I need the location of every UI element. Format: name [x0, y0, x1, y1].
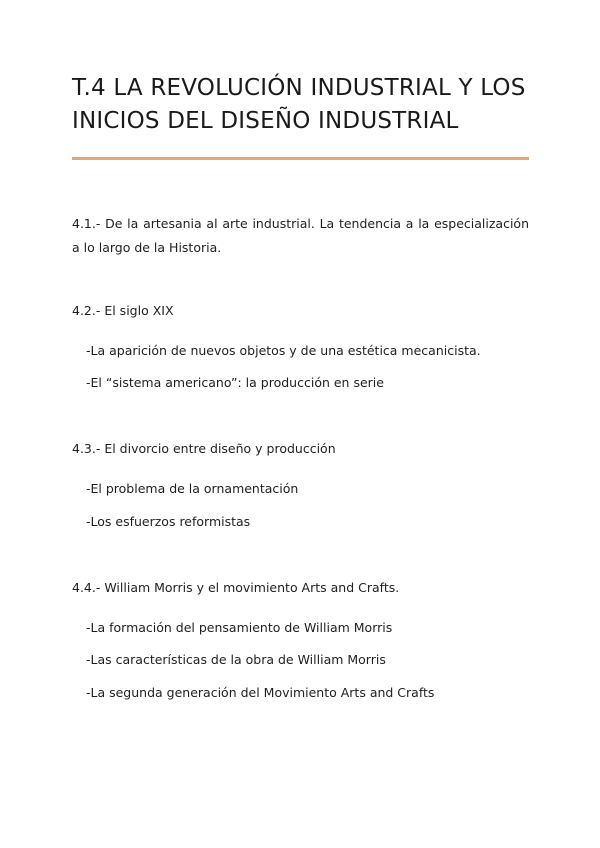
list-item: -La segunda generación del Movimiento Arts and Crafts [86, 685, 435, 700]
page-title [72, 72, 542, 138]
title-line-1: T.4 LA REVOLUCIÓN INDUSTRIAL Y LOS [72, 75, 526, 101]
section-heading-4-4: 4.4.- William Morris y el movimiento Arts and Crafts. [72, 580, 400, 595]
title-line-2: INICIOS DEL DISEÑO INDUSTRIAL [72, 108, 459, 134]
list-item: -El problema de la ornamentación [86, 481, 299, 496]
list-item: -El “sistema americano”: la producción en serie [86, 375, 384, 390]
list-item: -Las características de la obra de William Morris [86, 652, 386, 667]
list-item: -La aparición de nuevos objetos y de una estética mecanicista. [86, 343, 481, 358]
list-item: -Los esfuerzos reformistas [86, 514, 251, 529]
section-heading-4-3: 4.3.- El divorcio entre diseño y producción [72, 441, 336, 456]
section-heading-4-2: 4.2.- El siglo XIX [72, 303, 174, 318]
list-item: -La formación del pensamiento de William Morris [86, 620, 393, 635]
title-divider [72, 157, 529, 160]
section-heading-4-1: 4.1.- De la artesania al arte industrial. La tendencia a la especialización a lo largo de la Historia. [72, 216, 529, 255]
